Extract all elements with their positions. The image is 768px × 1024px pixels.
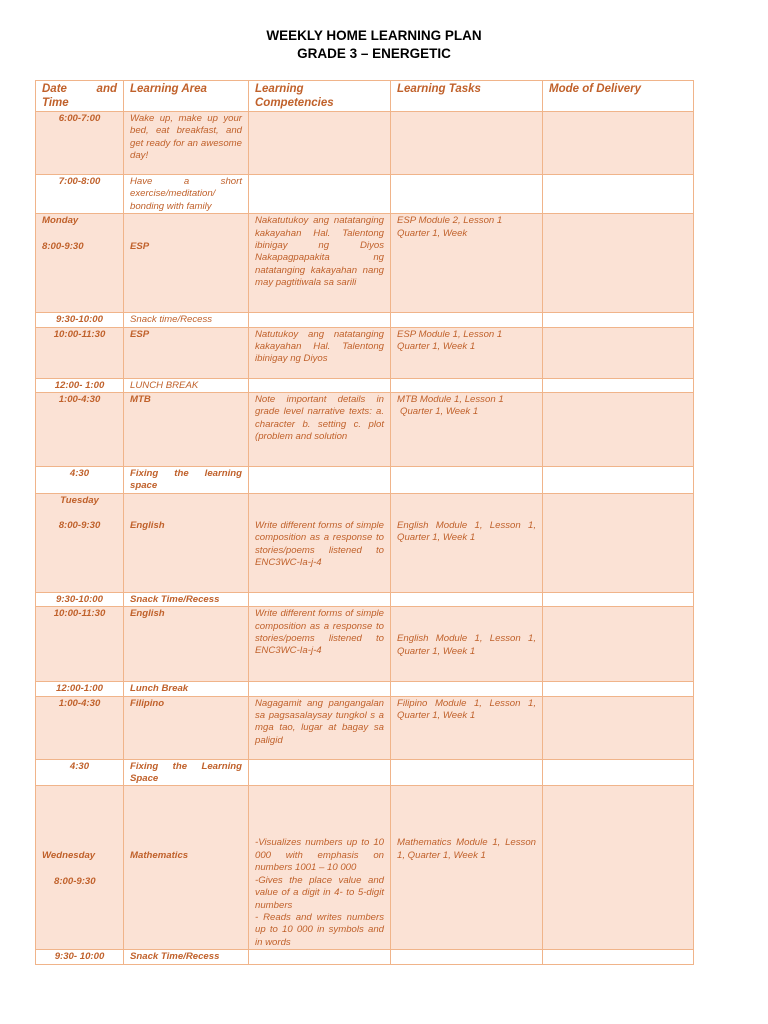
task-cell (391, 467, 543, 494)
competency-cell (249, 378, 391, 392)
competency-cell (249, 112, 391, 175)
task-cell (391, 950, 543, 964)
time-cell: 12:00-1:00 (36, 682, 124, 696)
area-cell: Have a short exercise/meditation/ bonding with family (124, 175, 249, 214)
table-row (36, 607, 694, 682)
table-row (36, 696, 694, 759)
header-delivery: Mode of Delivery (543, 81, 694, 112)
time-cell: 1:00-4:30 (36, 696, 124, 759)
table-row (36, 393, 694, 467)
table-row (36, 950, 694, 964)
delivery-cell (543, 313, 694, 327)
area-cell: Wake up, make up your bed, eat breakfast, and get ready for an awesome day! (124, 112, 249, 175)
delivery-cell (543, 112, 694, 175)
time-cell: 1:00-4:30 (36, 393, 124, 467)
delivery-cell (543, 467, 694, 494)
task-cell (391, 682, 543, 696)
table-row (36, 313, 694, 327)
task-cell: English Module 1, Lesson 1, Quarter 1, Week 1 (391, 493, 543, 592)
time-cell: 10:00-11:30 (36, 327, 124, 378)
page-title: WEEKLY HOME LEARNING PLAN (266, 28, 482, 43)
competency-cell: Nakatutukoy ang natatanging kakayahan Hal. Talentong ibinigay ng Diyos Nakapagpapakita ng natatanging kakayahan nang may pagtitiwala sa sarili (249, 214, 391, 313)
day-label: Tuesday (60, 494, 99, 506)
delivery-cell (543, 378, 694, 392)
header-tasks: Learning Tasks (391, 81, 543, 112)
task-cell (391, 759, 543, 786)
delivery-cell (543, 214, 694, 313)
delivery-cell (543, 393, 694, 467)
competency-cell (249, 592, 391, 606)
area-cell: English (124, 607, 249, 682)
competency-cell: Write different forms of simple composition as a response to stories/poems listened to ENC3WC-Ia-j-4 (249, 607, 391, 682)
competency-cell: -Visualizes numbers up to 10 000 with emphasis on numbers 1001 – 10 000 -Gives the place value and value of a digit in 4- to 5-digit numbers - Reads and writes numbers up to 10 000 in symbols and in words (249, 786, 391, 950)
table-row (36, 327, 694, 378)
delivery-cell (543, 592, 694, 606)
time-cell: 7:00-8:00 (36, 175, 124, 214)
area-cell: Snack Time/Recess (124, 950, 249, 964)
table-row (36, 682, 694, 696)
task-cell: ESP Module 1, Lesson 1 Quarter 1, Week 1 (391, 327, 543, 378)
task-cell (391, 592, 543, 606)
time-cell: 12:00- 1:00 (36, 378, 124, 392)
competency-cell (249, 175, 391, 214)
area-cell: Snack time/Recess (124, 313, 249, 327)
competency-cell: Note important details in grade level narrative texts: a. character b. setting c. plot (problem and solution (249, 393, 391, 467)
day-label: Wednesday (42, 850, 96, 862)
time-cell: 4:30 (36, 467, 124, 494)
task-cell: English Module 1, Lesson 1, Quarter 1, Week 1 (391, 607, 543, 682)
competency-cell (249, 682, 391, 696)
area-cell: Filipino (124, 696, 249, 759)
time-cell: Wednesday 8:00-9:30 (36, 786, 124, 950)
delivery-cell (543, 175, 694, 214)
time-cell: Monday 8:00-9:30 (36, 214, 124, 313)
delivery-cell (543, 759, 694, 786)
area-cell: ESP (124, 327, 249, 378)
delivery-cell (543, 607, 694, 682)
competency-cell (249, 759, 391, 786)
table-row (36, 786, 694, 950)
area-cell: Mathematics (124, 786, 249, 950)
task-cell (391, 175, 543, 214)
competency-cell (249, 313, 391, 327)
table-row (36, 112, 694, 175)
competency-cell (249, 467, 391, 494)
delivery-cell (543, 950, 694, 964)
header-date-time: Date and Time (36, 81, 124, 112)
competency-cell (249, 950, 391, 964)
page-subtitle: GRADE 3 – ENERGETIC (297, 46, 451, 61)
area-cell: Fixing the learning space (124, 467, 249, 494)
time-cell: 9:30- 10:00 (36, 950, 124, 964)
area-cell: Fixing the Learning Space (124, 759, 249, 786)
task-cell: Mathematics Module 1, Lesson 1, Quarter 1, Week 1 (391, 786, 543, 950)
header-competencies: Learning Competencies (249, 81, 391, 112)
header-learning-area: Learning Area (124, 81, 249, 112)
table-header-row (36, 81, 694, 112)
task-cell (391, 313, 543, 327)
table-row (36, 467, 694, 494)
table-row (36, 175, 694, 214)
competency-cell: Write different forms of simple composition as a response to stories/poems listened to ENC3WC-Ia-j-4 (249, 493, 391, 592)
delivery-cell (543, 682, 694, 696)
task-cell: Filipino Module 1, Lesson 1, Quarter 1, Week 1 (391, 696, 543, 759)
area-cell: LUNCH BREAK (124, 378, 249, 392)
time-cell: Tuesday 8:00-9:30 (36, 493, 124, 592)
table-row (36, 592, 694, 606)
time-cell: 9:30-10:00 (36, 313, 124, 327)
area-cell: Snack Time/Recess (124, 592, 249, 606)
task-cell: ESP Module 2, Lesson 1 Quarter 1, Week (391, 214, 543, 313)
area-cell: MTB (124, 393, 249, 467)
competency-cell: Natutukoy ang natatanging kakayahan Hal. Talentong ibinigay ng Diyos (249, 327, 391, 378)
table-row (36, 759, 694, 786)
area-cell: Lunch Break (124, 682, 249, 696)
table-row (36, 493, 694, 592)
time-cell: 6:00-7:00 (36, 112, 124, 175)
delivery-cell (543, 493, 694, 592)
delivery-cell (543, 327, 694, 378)
day-label: Monday (42, 215, 79, 227)
task-cell (391, 112, 543, 175)
area-cell: ESP (124, 214, 249, 313)
table-row (36, 214, 694, 313)
area-cell: English (124, 493, 249, 592)
time-cell: 4:30 (36, 759, 124, 786)
time-cell: 10:00-11:30 (36, 607, 124, 682)
competency-cell: Nagagamit ang pangangalan sa pagsasalaysay tungkol s a mga tao, lugar at bagay sa paligid (249, 696, 391, 759)
delivery-cell (543, 786, 694, 950)
task-cell (391, 378, 543, 392)
time-cell: 9:30-10:00 (36, 592, 124, 606)
table-row (36, 378, 694, 392)
task-cell: MTB Module 1, Lesson 1 Quarter 1, Week 1 (391, 393, 543, 467)
learning-plan-table (35, 80, 694, 965)
delivery-cell (543, 696, 694, 759)
